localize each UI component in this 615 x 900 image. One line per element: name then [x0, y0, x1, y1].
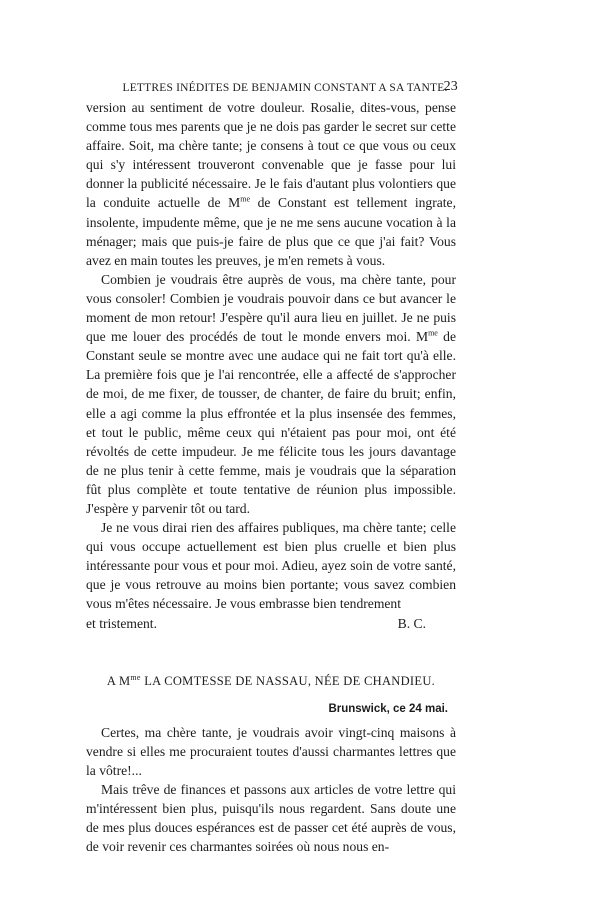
- text-run: Combien je voudrais être auprès de vous, ma chère tante, pour vous consoler! Combien je voudrais pouvoir dans ce but avancer le moment de mon retour! J'espère qu'il aura lieu en juillet. Je ne puis que me louer des procédés de tout le monde envers moi. M: [86, 271, 456, 345]
- running-head: [86, 78, 456, 98]
- book-page: [86, 78, 456, 856]
- text-run: de Constant est tellement ingrate, insolente, impudente même, que je ne me sens aucune vocation à la ménager; mais que puis-je faire de plus que ce que j'ai fait? Vous avez en main toutes les preuves, je m'en remets à vous.: [86, 195, 456, 268]
- text-run: de Constant seule se montre avec une audace qui ne fait tort qu'à elle. La première fois que je l'ai rencontrée, elle a affecté de s'approcher de moi, de me fixer, de tousser, de chanter, de faire du bruit; enfin, elle a agi comme la plus effrontée et la plus insensée des femmes, et tout le public, même ceux qui n'étaient pas pour moi, ont été révoltés de cette impudeur. Je me félicite tous les jours davantage de ne plus tenir à cette femme, mais je voudrais que la séparation fût plus complète et toute tentative de réunion plus impossible. J'espère y parvenir tôt ou tard.: [86, 329, 456, 516]
- page-number: 23: [443, 79, 458, 94]
- running-title: LETTRES INÉDITES DE BENJAMIN CONSTANT A SA TANTE.: [122, 82, 448, 94]
- dateline: Brunswick, ce 24 mai.: [328, 702, 448, 715]
- closing-text: et tristement.: [86, 615, 157, 631]
- letter-two-paragraph-2: Mais trêve de finances et passons aux articles de votre lettre qui m'intéressent bien plus, puisqu'ils nous regardent. Sans doute une de mes plus douces espérances est de passer cet été auprès de vous, de voir revenir ces charmantes soirées où nous nous en-: [86, 781, 456, 855]
- superscript: me: [130, 672, 141, 682]
- letter-one-paragraph-3: [86, 518, 456, 613]
- letter-one: [86, 98, 456, 633]
- letter-one-paragraph-1: [86, 98, 456, 270]
- section-heading: [86, 671, 456, 691]
- heading-text: LA COMTESSE DE NASSAU, NÉE DE CHANDIEU.: [140, 673, 436, 688]
- superscript: me: [428, 328, 438, 338]
- signature: B. C.: [397, 615, 426, 631]
- text-run: version au sentiment de votre douleur. Rosalie, dites-vous, pense comme tous mes parents que je ne dois pas garder le secret sur cette affaire. Soit, ma chère tante; je consens à tout ce que vous ou ceux qui s'y intéressent trouveront convenable que je fasse pour lui donner la publicité nécessaire. Je le fais d'autant plus volontiers que la conduite actuelle de M: [86, 100, 456, 211]
- text-run: Je ne vous dirai rien des affaires publiques, ma chère tante; celle qui vous occupe actuellement est bien plus cruelle et bien plus intéressante pour vous et pour moi. Adieu, ayez soin de votre santé, que je vous retrouve au moins bien portante; vous savez combien vous m'êtes nécessaire. Je vous embrasse bien tendrement: [86, 520, 456, 612]
- letter-two-paragraph-1: Certes, ma chère tante, je voudrais avoir vingt-cinq maisons à vendre si elles me procuraient toutes d'aussi charmantes lettres que la vôtre!...: [86, 724, 456, 778]
- letter-two: [86, 723, 456, 857]
- closing-line: [86, 614, 456, 633]
- heading-text: A M: [106, 673, 131, 688]
- letter-one-paragraph-2: [86, 270, 456, 518]
- superscript: me: [240, 194, 250, 204]
